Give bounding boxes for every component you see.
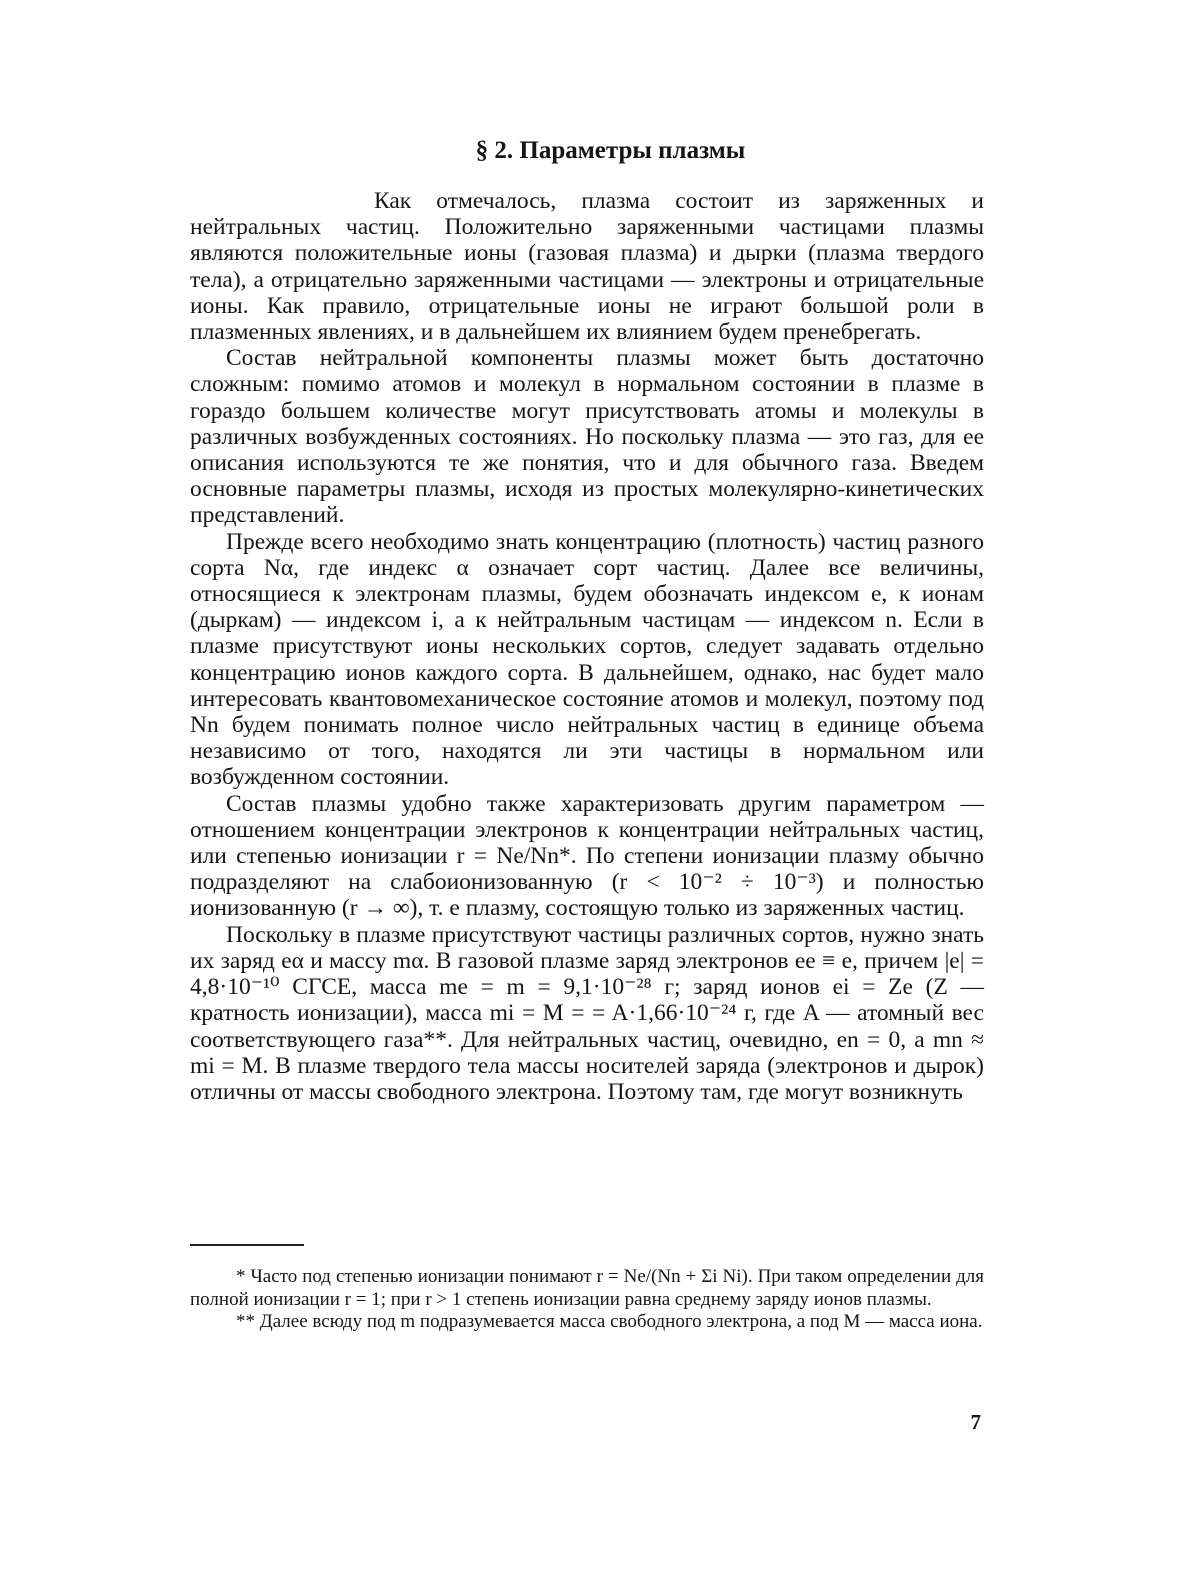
paragraph: Прежде всего необходимо знать концентрацию (плотность) частиц разного сорта Nα, где индекс α означает сорт частиц. Далее все величины, относящиеся к электронам плазмы, будем обозначать индексом e, к ионам (дыркам) — индексом i, а к нейтральным частицам — индексом n. Если в плазме присутствуют ионы нескольких сортов, следует задавать отдельно концентрацию ионов каждого сорта. В дальнейшем, однако, нас будет мало интересовать квантовомеханическое состояние атомов и молекул, поэтому под Nn будем понимать полное число нейтральных частиц в единице объема независимо от того, находятся ли эти частицы в нормальном или возбужденном состоянии. [190,528,984,791]
footnote: ** Далее всюду под m подразумевается масса свободного электрона, а под M — масса иона. [236,1311,983,1332]
paragraph: Состав нейтральной компоненты плазмы может быть достаточно сложным: помимо атомов и молекул в нормальном состоянии в плазме в гораздо большем количестве могут присутствовать атомы и молекулы в различных возбужденных состояниях. Но поскольку плазма — это газ, для ее описания используются те же понятия, что и для обычного газа. Введем основные параметры плазмы, исходя из простых молекулярно-кинетических представлений. [190,345,984,529]
footnote-divider [190,1244,304,1246]
page-number: 7 [970,1410,981,1434]
section-heading: § 2. Параметры плазмы [475,137,746,164]
paragraph: Поскольку в плазме присутствуют частицы различных сортов, нужно знать их заряд eα и массу mα. В газовой плазме заряд электронов ee ≡ e, причем |e| = 4,8·10⁻¹⁰ СГСЕ, масса me = m = 9,1·10⁻²⁸ г; заряд ионов ei = Ze (Z — кратность ионизации), масса mi = M = = A·1,66·10⁻²⁴ г, где A — атомный вес соответствующего газа**. Для нейтральных частиц, очевидно, en = 0, а mn ≈ mi = M. В плазме твердого тела массы носителей заряда (электронов и дырок) отличны от массы свободного электрона. Поэтому там, где могут возникнуть [190,921,984,1105]
footnote: * Часто под степенью ионизации понимают r = Ne/(Nn + Σi Ni). При таком определении для полной ионизации r = 1; при r > 1 степень ионизации равна среднему заряду ионов плазмы. [190,1266,984,1310]
body-text [190,188,984,1105]
footnotes [190,1266,984,1334]
paragraph: Состав плазмы удобно также характеризовать другим параметром — отношением концентрации электронов к концентрации нейтральных частиц, или степенью ионизации r = Ne/Nn*. По степени ионизации плазму обычно подразделяют на слабоионизованную (r < 10⁻² ÷ 10⁻³) и полностью ионизованную (r → ∞), т. е плазму, состоящую только из заряженных частиц. [190,790,984,922]
paragraph: Как отмечалось, плазма состоит из заряженных и нейтральных частиц. Положительно заряженными частицами плазмы являются положительные ионы (газовая плазма) и дырки (плазма твердого тела), а отрицательно заряженными частицами — электроны и отрицательные ионы. Как правило, отрицательные ионы не играют большой роли в плазменных явлениях, и в дальнейшем их влиянием будем пренебрегать. [190,188,984,346]
